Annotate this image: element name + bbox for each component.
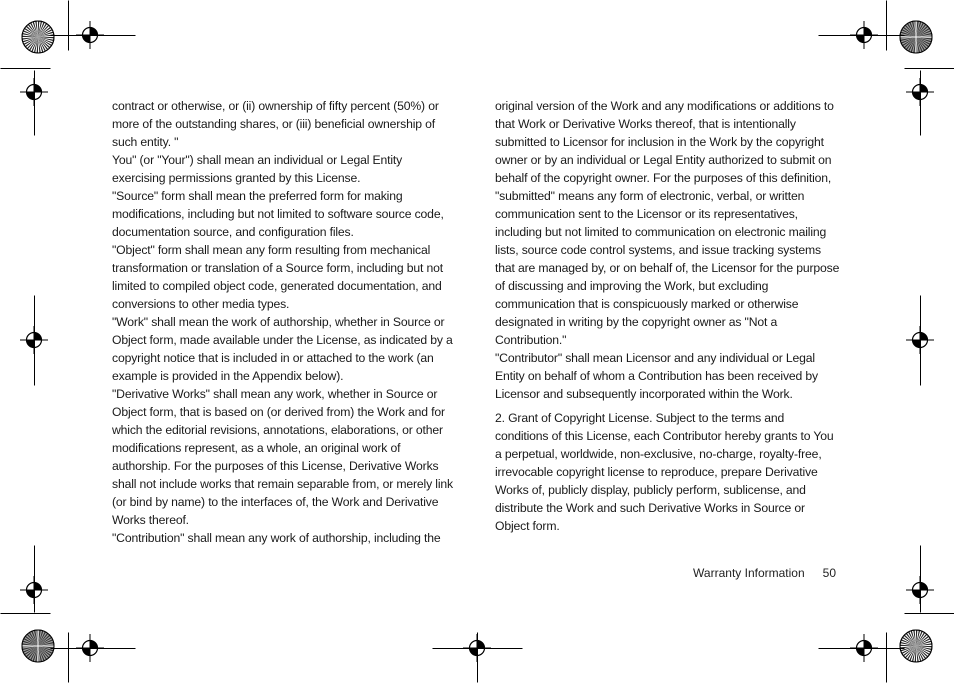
crop-line <box>920 545 922 613</box>
left-text-column <box>112 97 457 547</box>
crop-line <box>818 648 905 650</box>
calibration-starburst <box>21 629 55 663</box>
calibration-starburst <box>899 629 933 663</box>
paragraph: contract or otherwise, or (ii) ownership of fifty percent (50%) or more of the outstanding shares, or (iii) beneficial ownership of such entity. " <box>112 99 439 149</box>
page-footer <box>640 565 836 581</box>
crop-line <box>886 0 888 51</box>
calibration-starburst <box>899 20 933 54</box>
paragraph: "Derivative Works" shall mean any work, whether in Source or Object form, that is based on (or derived from) the Work and for which the editorial revisions, annotations, elaborations, or other modifications represent, as a whole, an original work of authorship. For the purposes of this License, Derivative Works shall not include works that remain separable from, or merely link (or bind by name) to the interfaces of, the Work and Derivative Works thereof. <box>112 387 453 527</box>
crop-line <box>50 35 136 37</box>
crop-line <box>0 613 51 615</box>
crop-line <box>886 632 888 683</box>
crop-line <box>68 632 70 683</box>
crop-line <box>920 70 922 136</box>
crop-line <box>477 632 479 683</box>
paragraph: "Object" form shall mean any form resulting from mechanical transformation or translation of a Source form, including but not limited to compiled object code, generated documentation, and conversions to other media types. <box>112 243 444 311</box>
paragraph: 2. Grant of Copyright License. Subject to the terms and conditions of this License, each Contributor hereby grants to You a perpetual, worldwide, non-exclusive, no-charge, royalty-free, irrevocable copyright license to reproduce, prepare Derivative Works of, publicly display, publicly perform, sublicense, and distribute the Work and such Derivative Works in Source or Object form. <box>495 411 834 533</box>
paragraph: original version of the Work and any modifications or additions to that Work or Derivative Works thereof, that is intentionally submitted to Licensor for inclusion in the Work by the copyright owner or by an individual or Legal Entity authorized to submit on behalf of the copyright owner. For the purposes of this definition, "submitted" means any form of electronic, verbal, or written communication sent to the Licensor or its representatives, including but not limited to communication on electronic mailing lists, source code control systems, and issue tracking systems that are managed by, or on behalf of, the Licensor for the purpose of discussing and improving the Work, but excluding communication that is conspicuously marked or otherwise designated in writing by the copyright owner as "Not a Contribution." <box>495 99 840 347</box>
crop-line <box>68 0 70 51</box>
crop-line <box>34 70 36 136</box>
crop-line <box>34 545 36 613</box>
paragraph: You" (or "Your") shall mean an individual or Legal Entity exercising permissions granted by this License. <box>112 153 403 185</box>
crop-line <box>50 648 136 650</box>
crop-line <box>34 295 36 386</box>
paragraph: "Contribution" shall mean any work of authorship, including the <box>112 531 441 545</box>
paragraph: "Contributor" shall mean Licensor and any individual or Legal Entity on behalf of whom a Contribution has been received by Licensor and subsequently incorporated within the Work. <box>495 351 818 401</box>
right-text-column <box>495 97 840 535</box>
calibration-starburst <box>21 20 55 54</box>
crop-line <box>904 68 954 70</box>
page-number: 50 <box>822 566 836 580</box>
crop-line <box>0 68 51 70</box>
footer-section-title: Warranty Information <box>693 566 805 580</box>
paragraph: "Source" form shall mean the preferred form for making modifications, including but not limited to software source code, documentation source, and configuration files. <box>112 189 444 239</box>
crop-line <box>818 35 905 37</box>
crop-line <box>904 613 954 615</box>
crop-line <box>920 295 922 386</box>
paragraph: "Work" shall mean the work of authorship, whether in Source or Object form, made available under the License, as indicated by a copyright notice that is included in or attached to the work (an example is provided in the Appendix below). <box>112 315 453 383</box>
